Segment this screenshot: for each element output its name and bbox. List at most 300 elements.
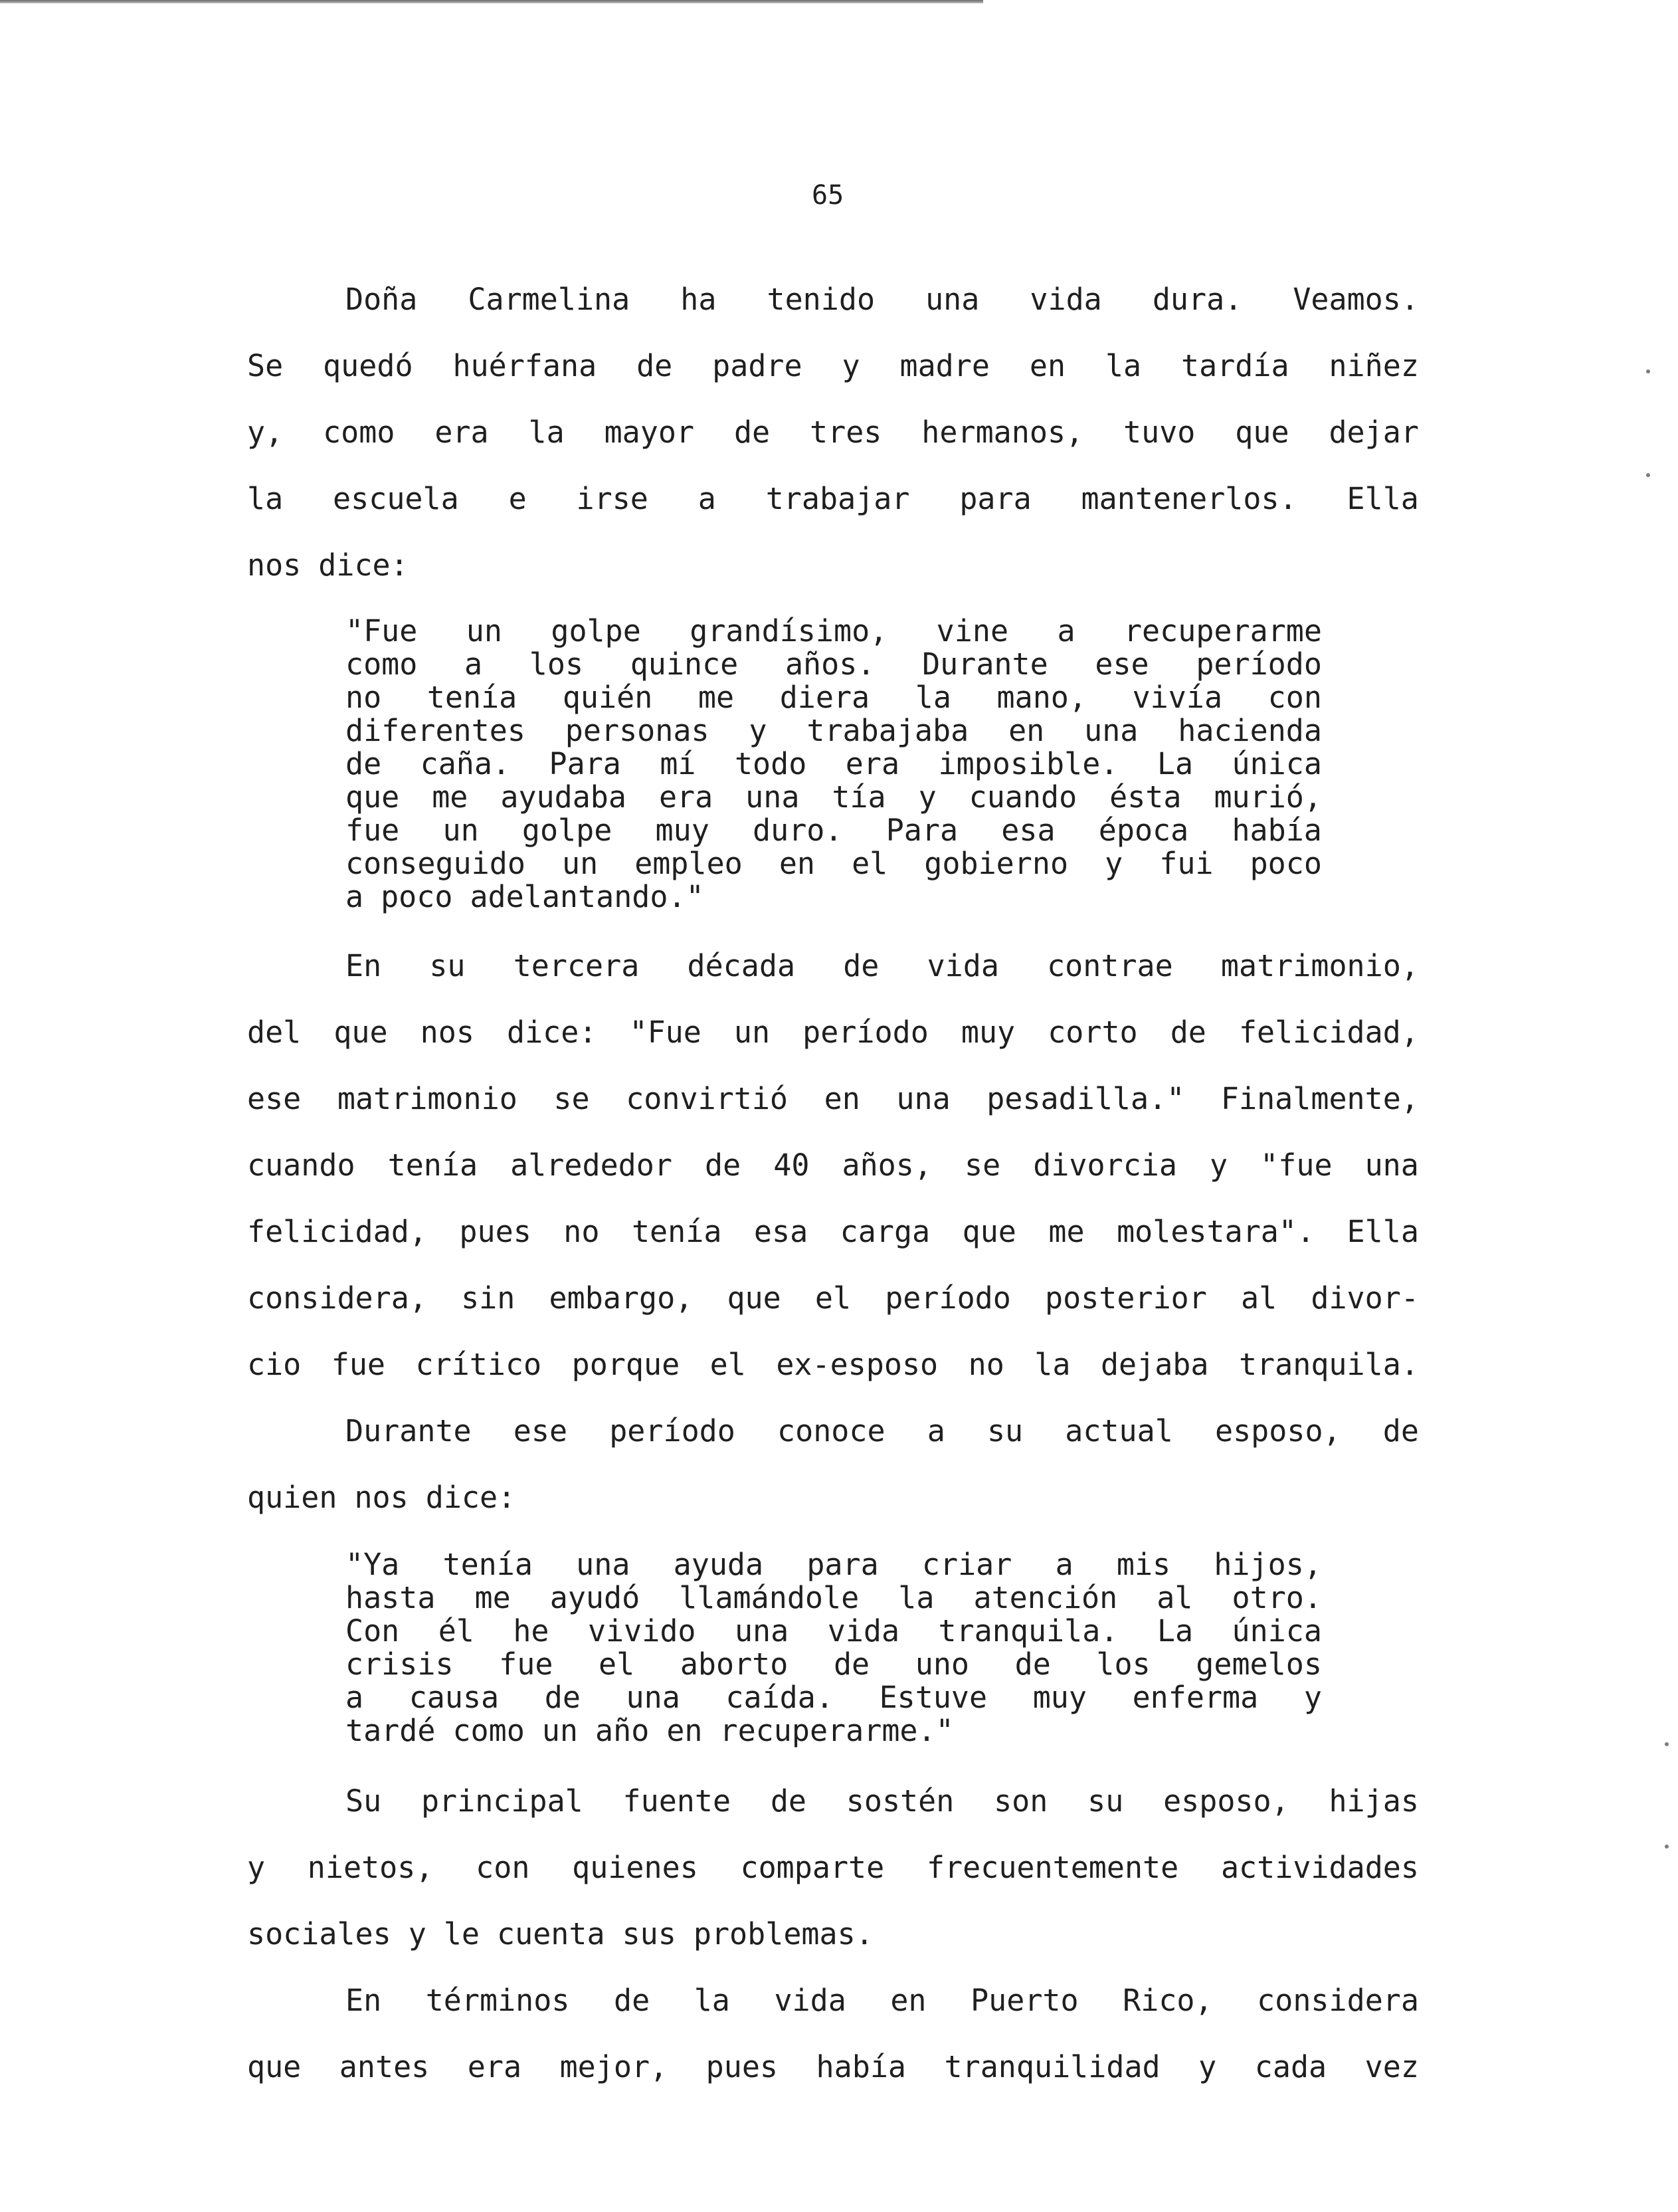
word: una [745, 779, 800, 815]
word: murió, [1214, 779, 1322, 815]
word: quien [247, 1480, 337, 1515]
scan-speck [1665, 1742, 1669, 1746]
word: a [927, 1413, 945, 1449]
word: a [345, 1680, 364, 1715]
word: crisis [345, 1647, 454, 1682]
word: golpe [521, 813, 612, 848]
word: dura. [1152, 282, 1243, 317]
scan-speck [1665, 1845, 1669, 1849]
word: hijas [1329, 1783, 1419, 1819]
word: muy [1032, 1680, 1087, 1715]
quote-line [345, 681, 1322, 714]
word: como [345, 647, 418, 682]
word: La [1157, 1613, 1194, 1649]
word: divorcia [1033, 1148, 1177, 1183]
word: tenía [442, 1547, 533, 1582]
word: a [698, 481, 716, 516]
word: y [247, 1850, 266, 1885]
word: dice: [318, 548, 409, 583]
quote-line [345, 1681, 1322, 1714]
word: en [666, 1713, 703, 1748]
word: su [429, 948, 466, 983]
word: años, [842, 1148, 932, 1183]
word: tenía [387, 1148, 478, 1183]
word: personas [565, 713, 709, 748]
word: una [626, 1680, 680, 1715]
word: época [1098, 813, 1189, 848]
word: "Fue [345, 613, 418, 649]
word: el [709, 1347, 746, 1382]
word: Puerto [971, 1983, 1079, 2018]
scan-speck [1646, 473, 1650, 477]
text-line [247, 482, 1419, 516]
text-line [247, 1015, 1419, 1050]
word: caña. [420, 746, 511, 781]
word: y [1303, 1680, 1322, 1715]
word: esa [1001, 813, 1056, 848]
word: carga [840, 1214, 931, 1249]
word: La [1157, 746, 1194, 781]
word: a [1055, 1547, 1073, 1582]
word: madre [899, 348, 990, 383]
word: fue [331, 1347, 386, 1382]
word: de [1170, 1015, 1206, 1050]
word: que [727, 1280, 781, 1316]
word: esa [753, 1214, 808, 1249]
word: de [733, 415, 771, 450]
quote-line [345, 615, 1322, 648]
word: quedó [323, 348, 413, 383]
word: términos [425, 1983, 570, 2018]
word: ese [513, 1413, 568, 1449]
word: fue [345, 813, 400, 848]
word: sin [461, 1280, 515, 1316]
word: antes [339, 2049, 430, 2084]
word: una [1084, 713, 1139, 748]
word: que [1235, 415, 1289, 450]
word: pesadilla." [986, 1081, 1185, 1116]
word: un [466, 613, 502, 649]
word: ayudaba [500, 779, 626, 815]
word: que [333, 1015, 388, 1050]
word: él [438, 1613, 474, 1649]
word: y [749, 713, 767, 748]
quote-line [345, 648, 1322, 681]
word: tercera [513, 948, 640, 983]
word: una [1364, 1148, 1419, 1183]
word: ha [680, 282, 717, 317]
word: vine [936, 613, 1009, 649]
word: vivido [587, 1613, 696, 1649]
word: padre [712, 348, 802, 383]
word: una [896, 1081, 951, 1116]
word: tardé [345, 1713, 436, 1748]
quote-line [345, 1615, 1322, 1648]
word: irse [576, 481, 648, 516]
word: había [816, 2049, 907, 2084]
word: tuvo [1123, 415, 1196, 450]
word: muy [961, 1015, 1016, 1050]
word: son [994, 1783, 1048, 1819]
word: una [576, 1547, 630, 1582]
word: vida [774, 1983, 846, 2018]
word: hijos, [1214, 1547, 1322, 1582]
word: empleo [634, 846, 743, 881]
word: hacienda [1178, 713, 1322, 748]
word: de [833, 1647, 870, 1682]
word: cada [1254, 2049, 1327, 2084]
text-line [247, 1215, 1419, 1249]
word: y [918, 779, 937, 815]
word: conoce [777, 1413, 886, 1449]
word: para [959, 481, 1032, 516]
word: problemas. [693, 1916, 874, 1952]
word: trabajaba [806, 713, 969, 748]
word: otro. [1232, 1580, 1322, 1615]
word: contrae [1047, 948, 1173, 983]
word: como [323, 415, 395, 450]
text-line [247, 1480, 1419, 1515]
word: una [925, 282, 980, 317]
word: a [464, 647, 483, 682]
word: gemelos [1196, 1647, 1322, 1682]
word: comparte [740, 1850, 885, 1885]
word: la [1105, 348, 1142, 383]
word: e [508, 481, 527, 516]
word: año [595, 1713, 650, 1748]
word: no [563, 1214, 600, 1249]
word: quienes [572, 1850, 698, 1885]
word: un [733, 1015, 771, 1050]
text-line [247, 1851, 1419, 1885]
word: mano, [996, 680, 1087, 715]
word: Veamos. [1293, 282, 1419, 317]
word: escuela [333, 481, 459, 516]
word: "fue [1260, 1148, 1333, 1183]
word: única [1232, 746, 1322, 781]
word: como [452, 1713, 525, 1748]
word: sociales [247, 1916, 391, 1952]
word: de [544, 1680, 581, 1715]
word: me [1048, 1214, 1085, 1249]
word: quién [562, 680, 653, 715]
word: de [705, 1148, 741, 1183]
word: enferma [1132, 1680, 1259, 1715]
text-line [345, 1983, 1419, 2018]
scan-speck [1646, 369, 1650, 373]
word: no [968, 1347, 1004, 1382]
word: esposo, [1163, 1783, 1289, 1819]
word: Con [345, 1613, 400, 1649]
word: de [770, 1783, 807, 1819]
quote-line [345, 847, 1322, 880]
word: sostén [846, 1783, 955, 1819]
word: hermanos, [921, 415, 1084, 450]
word: de [843, 948, 880, 983]
quote-line [345, 781, 1322, 814]
text-line [345, 949, 1419, 983]
word: y [842, 348, 860, 383]
text-line [345, 1414, 1419, 1449]
word: y [1105, 846, 1123, 881]
word: Carmelina [468, 282, 630, 317]
word: tranquila. [938, 1613, 1119, 1649]
quote-line [345, 1548, 1322, 1581]
word: adelantando." [470, 879, 704, 914]
word: conseguido [345, 846, 525, 881]
word: la [898, 1580, 935, 1615]
word: nos [354, 1480, 409, 1515]
word: de [614, 1983, 650, 2018]
quote-line [345, 814, 1322, 847]
word: en [824, 1081, 860, 1116]
word: recuperarme [1123, 613, 1322, 649]
word: ayuda [673, 1547, 764, 1582]
word: los [529, 647, 584, 682]
word: crítico [415, 1347, 542, 1382]
word: período [1196, 647, 1322, 682]
scan-top-edge [0, 0, 983, 3]
word: un [561, 846, 599, 881]
word: caída. [725, 1680, 834, 1715]
word: "Ya [345, 1547, 400, 1582]
word: Para [886, 813, 959, 848]
word: me [474, 1580, 511, 1615]
word: divor- [1311, 1280, 1419, 1316]
word: vida [927, 948, 999, 983]
word: criar [921, 1547, 1012, 1582]
word: Su [345, 1783, 382, 1819]
word: ex-esposo [776, 1347, 939, 1382]
word: tres [810, 415, 882, 450]
word: diferentes [345, 713, 525, 748]
word: vivía [1132, 680, 1223, 715]
word: Ella [1347, 481, 1419, 516]
word: recuperarme." [719, 1713, 954, 1748]
word: a [345, 879, 364, 914]
word: mejor, [559, 2049, 668, 2084]
word: Doña [345, 282, 418, 317]
word: golpe [551, 613, 641, 649]
word: grandísimo, [690, 613, 888, 649]
word: fuente [622, 1783, 731, 1819]
word: felicidad, [247, 1214, 427, 1249]
word: al [1157, 1580, 1193, 1615]
word: y [1198, 2049, 1217, 2084]
word: cio [247, 1347, 302, 1382]
word: mí [660, 746, 696, 781]
word: quince [630, 647, 739, 682]
word: fui [1159, 846, 1214, 881]
word: felicidad, [1238, 1015, 1419, 1050]
word: el [852, 846, 888, 881]
text-line [247, 1348, 1419, 1382]
word: vez [1364, 2049, 1419, 2084]
quote-line [345, 1581, 1322, 1615]
page-number: 65 [812, 180, 844, 211]
quote-line [345, 880, 1322, 914]
word: causa [409, 1680, 500, 1715]
word: poco [381, 879, 453, 914]
word: trabajar [765, 481, 910, 516]
word: cuenta [497, 1916, 605, 1952]
word: dejar [1329, 415, 1419, 450]
word: la [1034, 1347, 1071, 1382]
word: todo [734, 746, 807, 781]
word: 40 [773, 1148, 810, 1183]
word: una [734, 1613, 789, 1649]
text-line [247, 349, 1419, 383]
word: dice: [506, 1015, 597, 1050]
word: cuando [247, 1148, 355, 1183]
word: hasta [345, 1580, 436, 1615]
word: mantenerlos. [1081, 481, 1297, 516]
word: uno [915, 1647, 970, 1682]
word: niñez [1329, 348, 1419, 383]
word: cuando [969, 779, 1077, 815]
word: que [345, 779, 400, 815]
word: años. [785, 647, 876, 682]
word: mis [1116, 1547, 1171, 1582]
word: vida [827, 1613, 900, 1649]
quote-line [345, 748, 1322, 781]
word: la [694, 1983, 730, 2018]
word: matrimonio [337, 1081, 517, 1116]
word: Estuve [879, 1680, 988, 1715]
word: me [698, 680, 735, 715]
text-line [247, 415, 1419, 450]
word: ayudó [549, 1580, 640, 1615]
word: nos [420, 1015, 474, 1050]
word: dice: [425, 1480, 516, 1515]
word: el [814, 1280, 852, 1316]
word: nos [247, 548, 302, 583]
word: período [802, 1015, 929, 1050]
word: había [1232, 813, 1322, 848]
quote-line [345, 1714, 1322, 1748]
word: En [345, 1983, 382, 2018]
text-line [247, 1281, 1419, 1316]
word: del [247, 1015, 302, 1050]
word: posterior [1045, 1280, 1207, 1316]
word: tranquila. [1238, 1347, 1419, 1382]
word: era [434, 415, 489, 450]
word: muy [655, 813, 709, 848]
word: con [1267, 680, 1322, 715]
word: que [247, 2049, 302, 2084]
word: le [443, 1916, 480, 1952]
word: duro. [753, 813, 843, 848]
word: tardía [1181, 348, 1289, 383]
word: ésta [1109, 779, 1182, 815]
word: vida [1030, 282, 1102, 317]
word: actividades [1220, 1850, 1419, 1885]
word: de [636, 348, 673, 383]
word: no [345, 680, 382, 715]
word: convirtió [626, 1081, 789, 1116]
text-line [345, 1784, 1419, 1819]
text-line [247, 1148, 1419, 1183]
word: llamándole [679, 1580, 860, 1615]
word: la [247, 481, 284, 516]
word: "Fue [629, 1015, 701, 1050]
word: Finalmente, [1220, 1081, 1419, 1116]
word: era [467, 2049, 522, 2084]
word: atención [973, 1580, 1118, 1615]
word: en [890, 1983, 927, 2018]
word: la [915, 680, 951, 715]
word: su [1087, 1783, 1124, 1819]
word: un [541, 1713, 579, 1748]
word: molestara". [1117, 1214, 1315, 1249]
word: y [1210, 1148, 1228, 1183]
text-line [247, 548, 1419, 583]
word: matrimonio, [1220, 948, 1419, 983]
word: su [986, 1413, 1024, 1449]
text-line [247, 2050, 1419, 2084]
word: considera [1257, 1983, 1419, 2018]
word: de [1382, 1413, 1419, 1449]
word: era [845, 746, 900, 781]
word: y [408, 1916, 426, 1952]
word: dejaba [1100, 1347, 1209, 1382]
word: se [553, 1081, 590, 1116]
word: tenía [631, 1214, 722, 1249]
word: Para [549, 746, 621, 781]
word: mayor [604, 415, 695, 450]
word: ese [1095, 647, 1149, 682]
word: nietos, [307, 1850, 434, 1885]
word: se [965, 1148, 1001, 1183]
word: Ella [1347, 1214, 1419, 1249]
word: me [432, 779, 468, 815]
word: en [779, 846, 816, 881]
word: actual [1065, 1413, 1173, 1449]
word: corto [1048, 1015, 1138, 1050]
word: gobierno [924, 846, 1069, 881]
word: Rico, [1123, 1983, 1213, 2018]
word: en [1008, 713, 1045, 748]
word: para [806, 1547, 879, 1582]
word: porque [571, 1347, 680, 1382]
word: Se [247, 348, 284, 383]
word: Durante [345, 1413, 472, 1449]
word: única [1232, 1613, 1322, 1649]
word: considera, [247, 1280, 427, 1316]
word: imposible. [938, 746, 1119, 781]
word: la [528, 415, 565, 450]
word: frecuentemente [926, 1850, 1179, 1885]
word: de [1014, 1647, 1051, 1682]
word: al [1241, 1280, 1277, 1316]
quote-line [345, 714, 1322, 748]
word: En [345, 948, 382, 983]
word: tranquilidad [944, 2049, 1161, 2084]
word: principal [420, 1783, 583, 1819]
word: en [1029, 348, 1066, 383]
word: un [442, 813, 479, 848]
word: pues [705, 2049, 779, 2084]
word: tenía [426, 680, 517, 715]
text-line [247, 1917, 1419, 1952]
word: tenido [767, 282, 876, 317]
word: Durante [922, 647, 1048, 682]
word: período [609, 1413, 735, 1449]
word: he [513, 1613, 549, 1649]
word: embargo, [549, 1280, 694, 1316]
word: a [1057, 613, 1075, 649]
word: de [345, 746, 382, 781]
